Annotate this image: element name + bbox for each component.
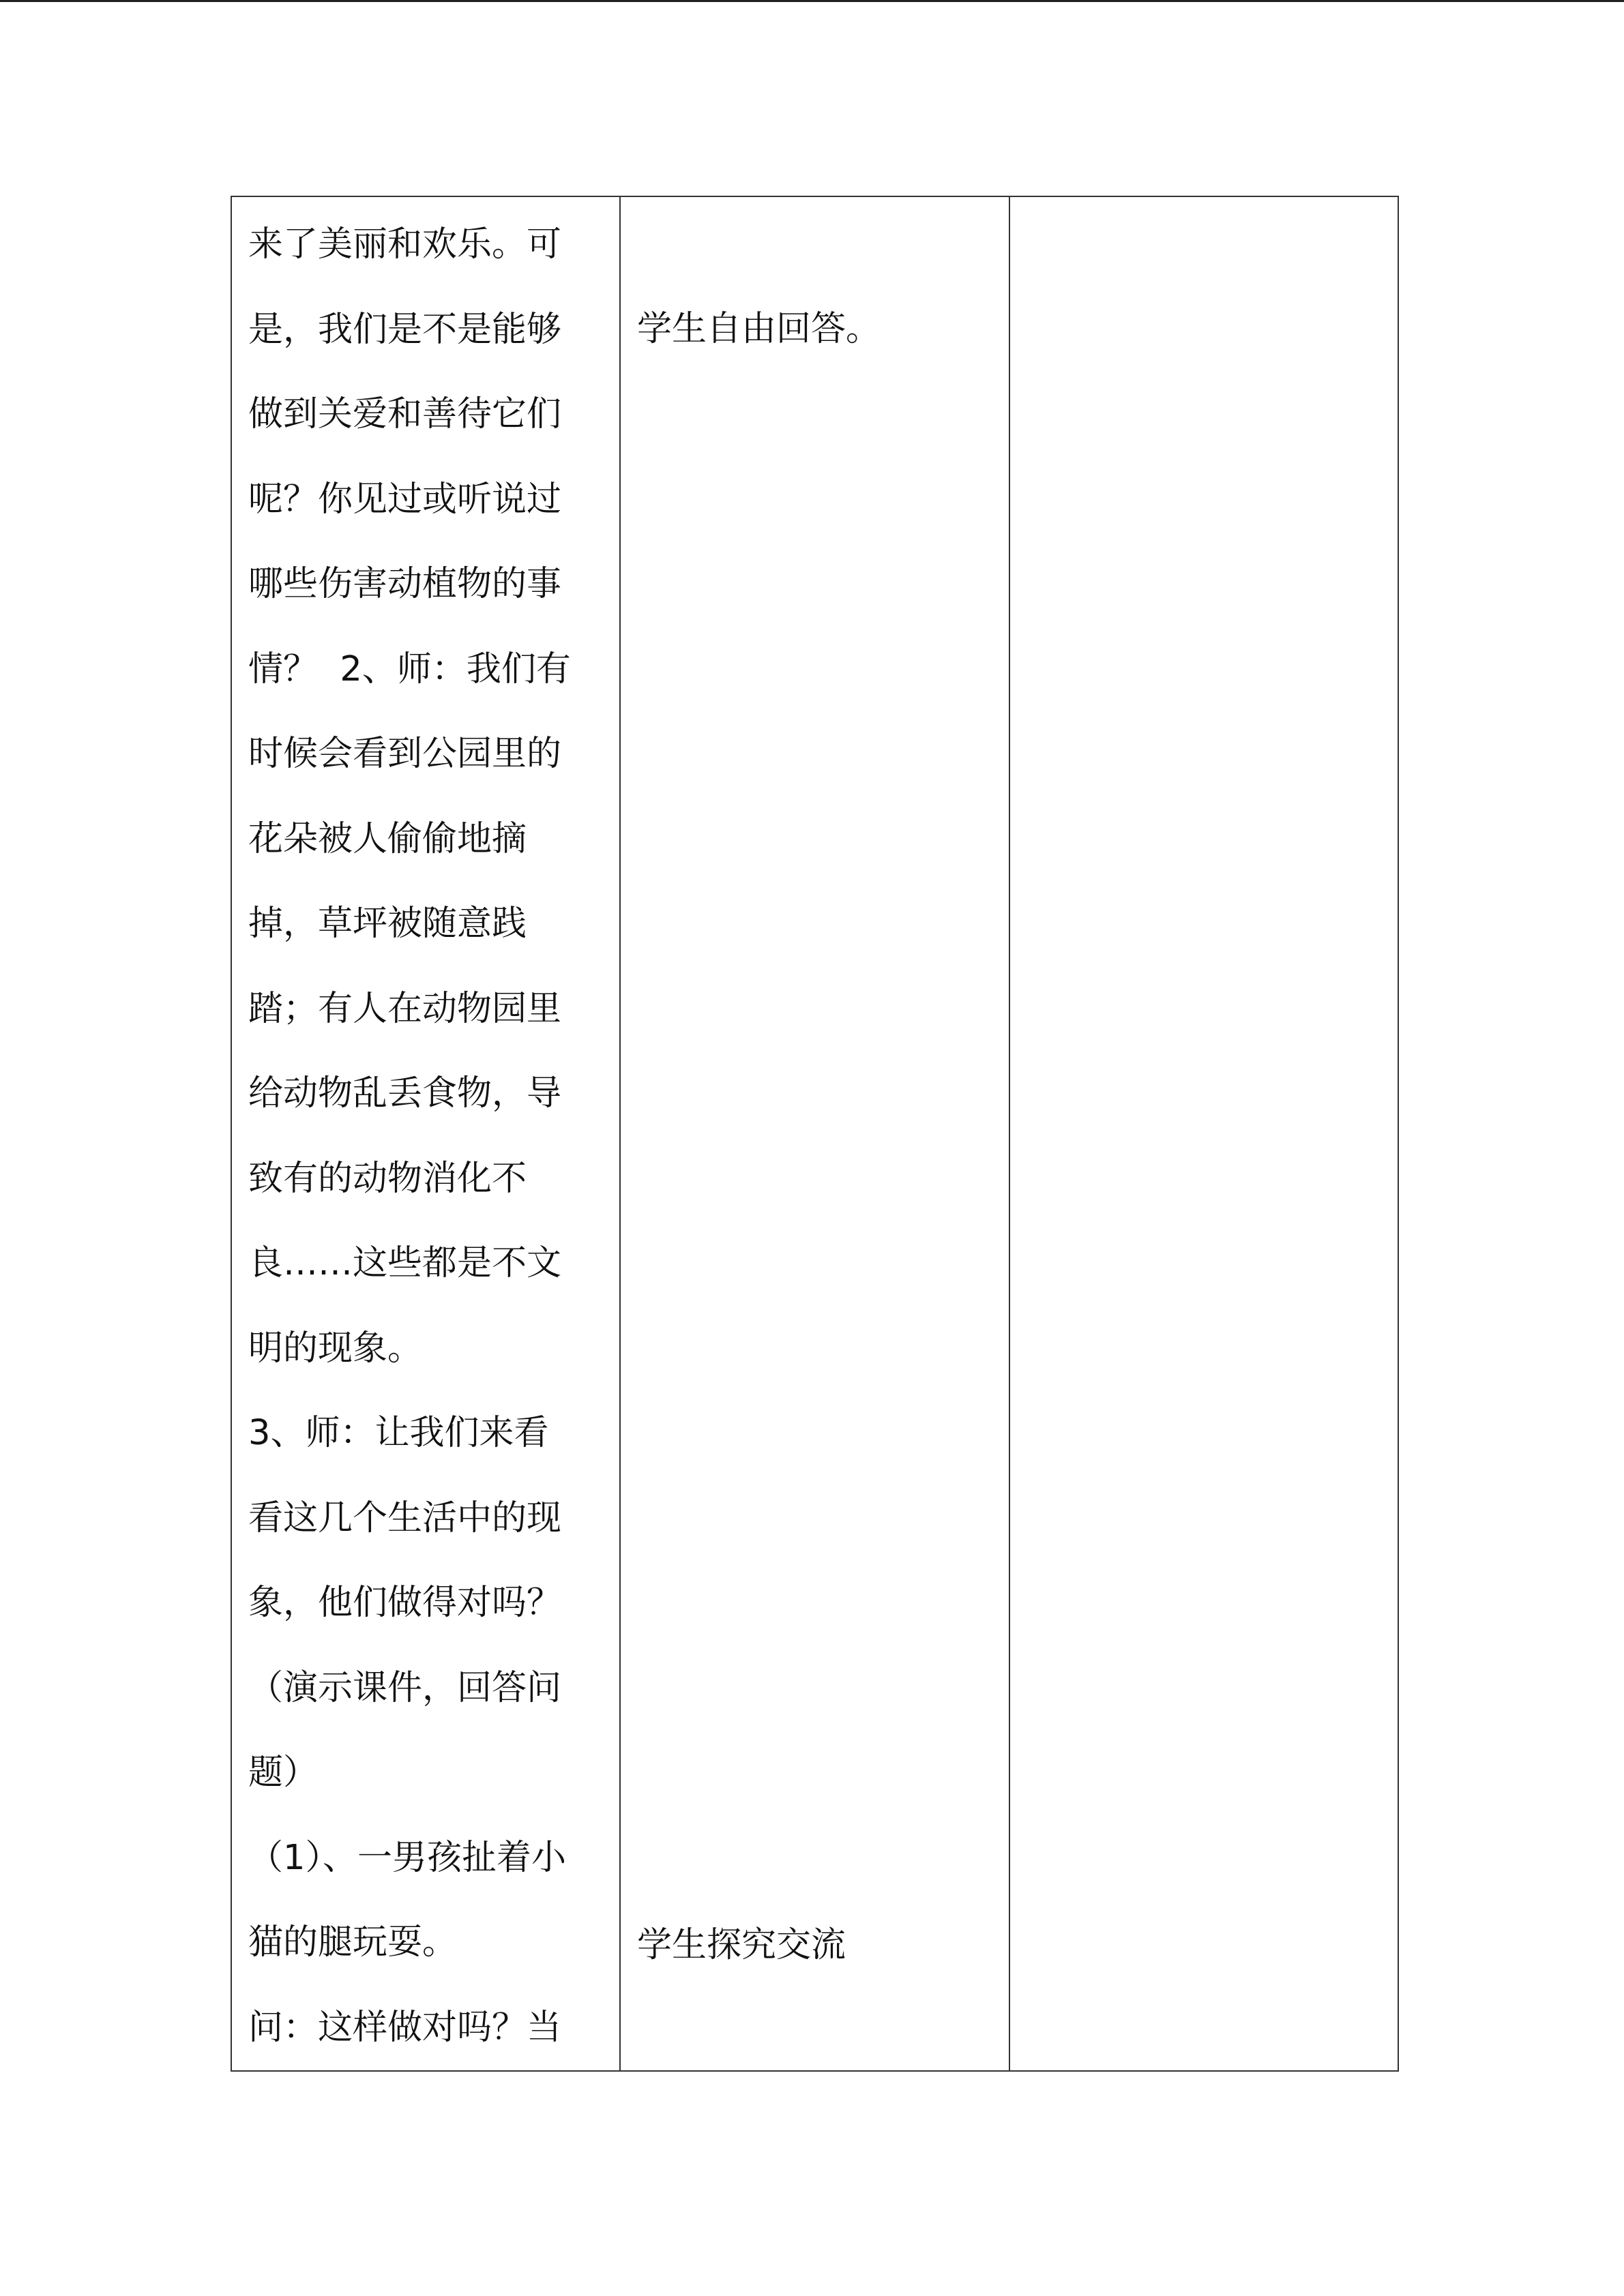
text-line: 哪些伤害动植物的事 xyxy=(248,564,562,604)
text-line: 致有的动物消化不 xyxy=(248,1158,527,1199)
text-line: 花朵被人偷偷地摘 xyxy=(248,818,527,859)
text-line: 做到关爱和善待它们 xyxy=(248,394,562,434)
text-line: 给动物乱丢食物，导 xyxy=(248,1073,562,1114)
text-line: 3、师：让我们来看 xyxy=(248,1413,549,1453)
lesson-plan-table xyxy=(231,196,1399,2072)
text-line: 来了美丽和欢乐。可 xyxy=(248,224,562,265)
text-line: 看这几个生活中的现 xyxy=(248,1497,562,1538)
text-line: 时候会看到公园里的 xyxy=(248,734,562,774)
student-explore-text: 学生探究交流 xyxy=(637,1925,846,1965)
text-line: 良……这些都是不文 xyxy=(248,1243,562,1283)
student-activity-cell xyxy=(620,196,1009,2071)
text-line: 掉，草坪被随意践 xyxy=(248,904,527,944)
text-line: 问：这样做对吗？当 xyxy=(248,2007,562,2048)
page-top-rule xyxy=(0,0,1624,2)
text-line: （1）、一男孩扯着小 xyxy=(248,1837,566,1878)
teacher-activity-text xyxy=(232,197,619,2070)
text-line: 猫的腿玩耍。 xyxy=(248,1922,458,1963)
table-row xyxy=(231,196,1398,2071)
text-line: 呢？你见过或听说过 xyxy=(248,479,562,520)
text-line: 明的现象。 xyxy=(248,1328,423,1369)
teacher-activity-cell xyxy=(231,196,620,2071)
text-line: 踏；有人在动物园里 xyxy=(248,988,562,1029)
design-intent-cell xyxy=(1009,196,1398,2071)
text-line: 题） xyxy=(248,1753,319,1793)
text-line: （演示课件，回答问 xyxy=(248,1667,562,1708)
text-line: 象，他们做得对吗？ xyxy=(248,1583,562,1623)
text-line: 是，我们是不是能够 xyxy=(248,309,562,350)
text-line: 情？ 2、师：我们有 xyxy=(248,648,571,689)
student-answer-text: 学生自由回答。 xyxy=(637,309,881,349)
